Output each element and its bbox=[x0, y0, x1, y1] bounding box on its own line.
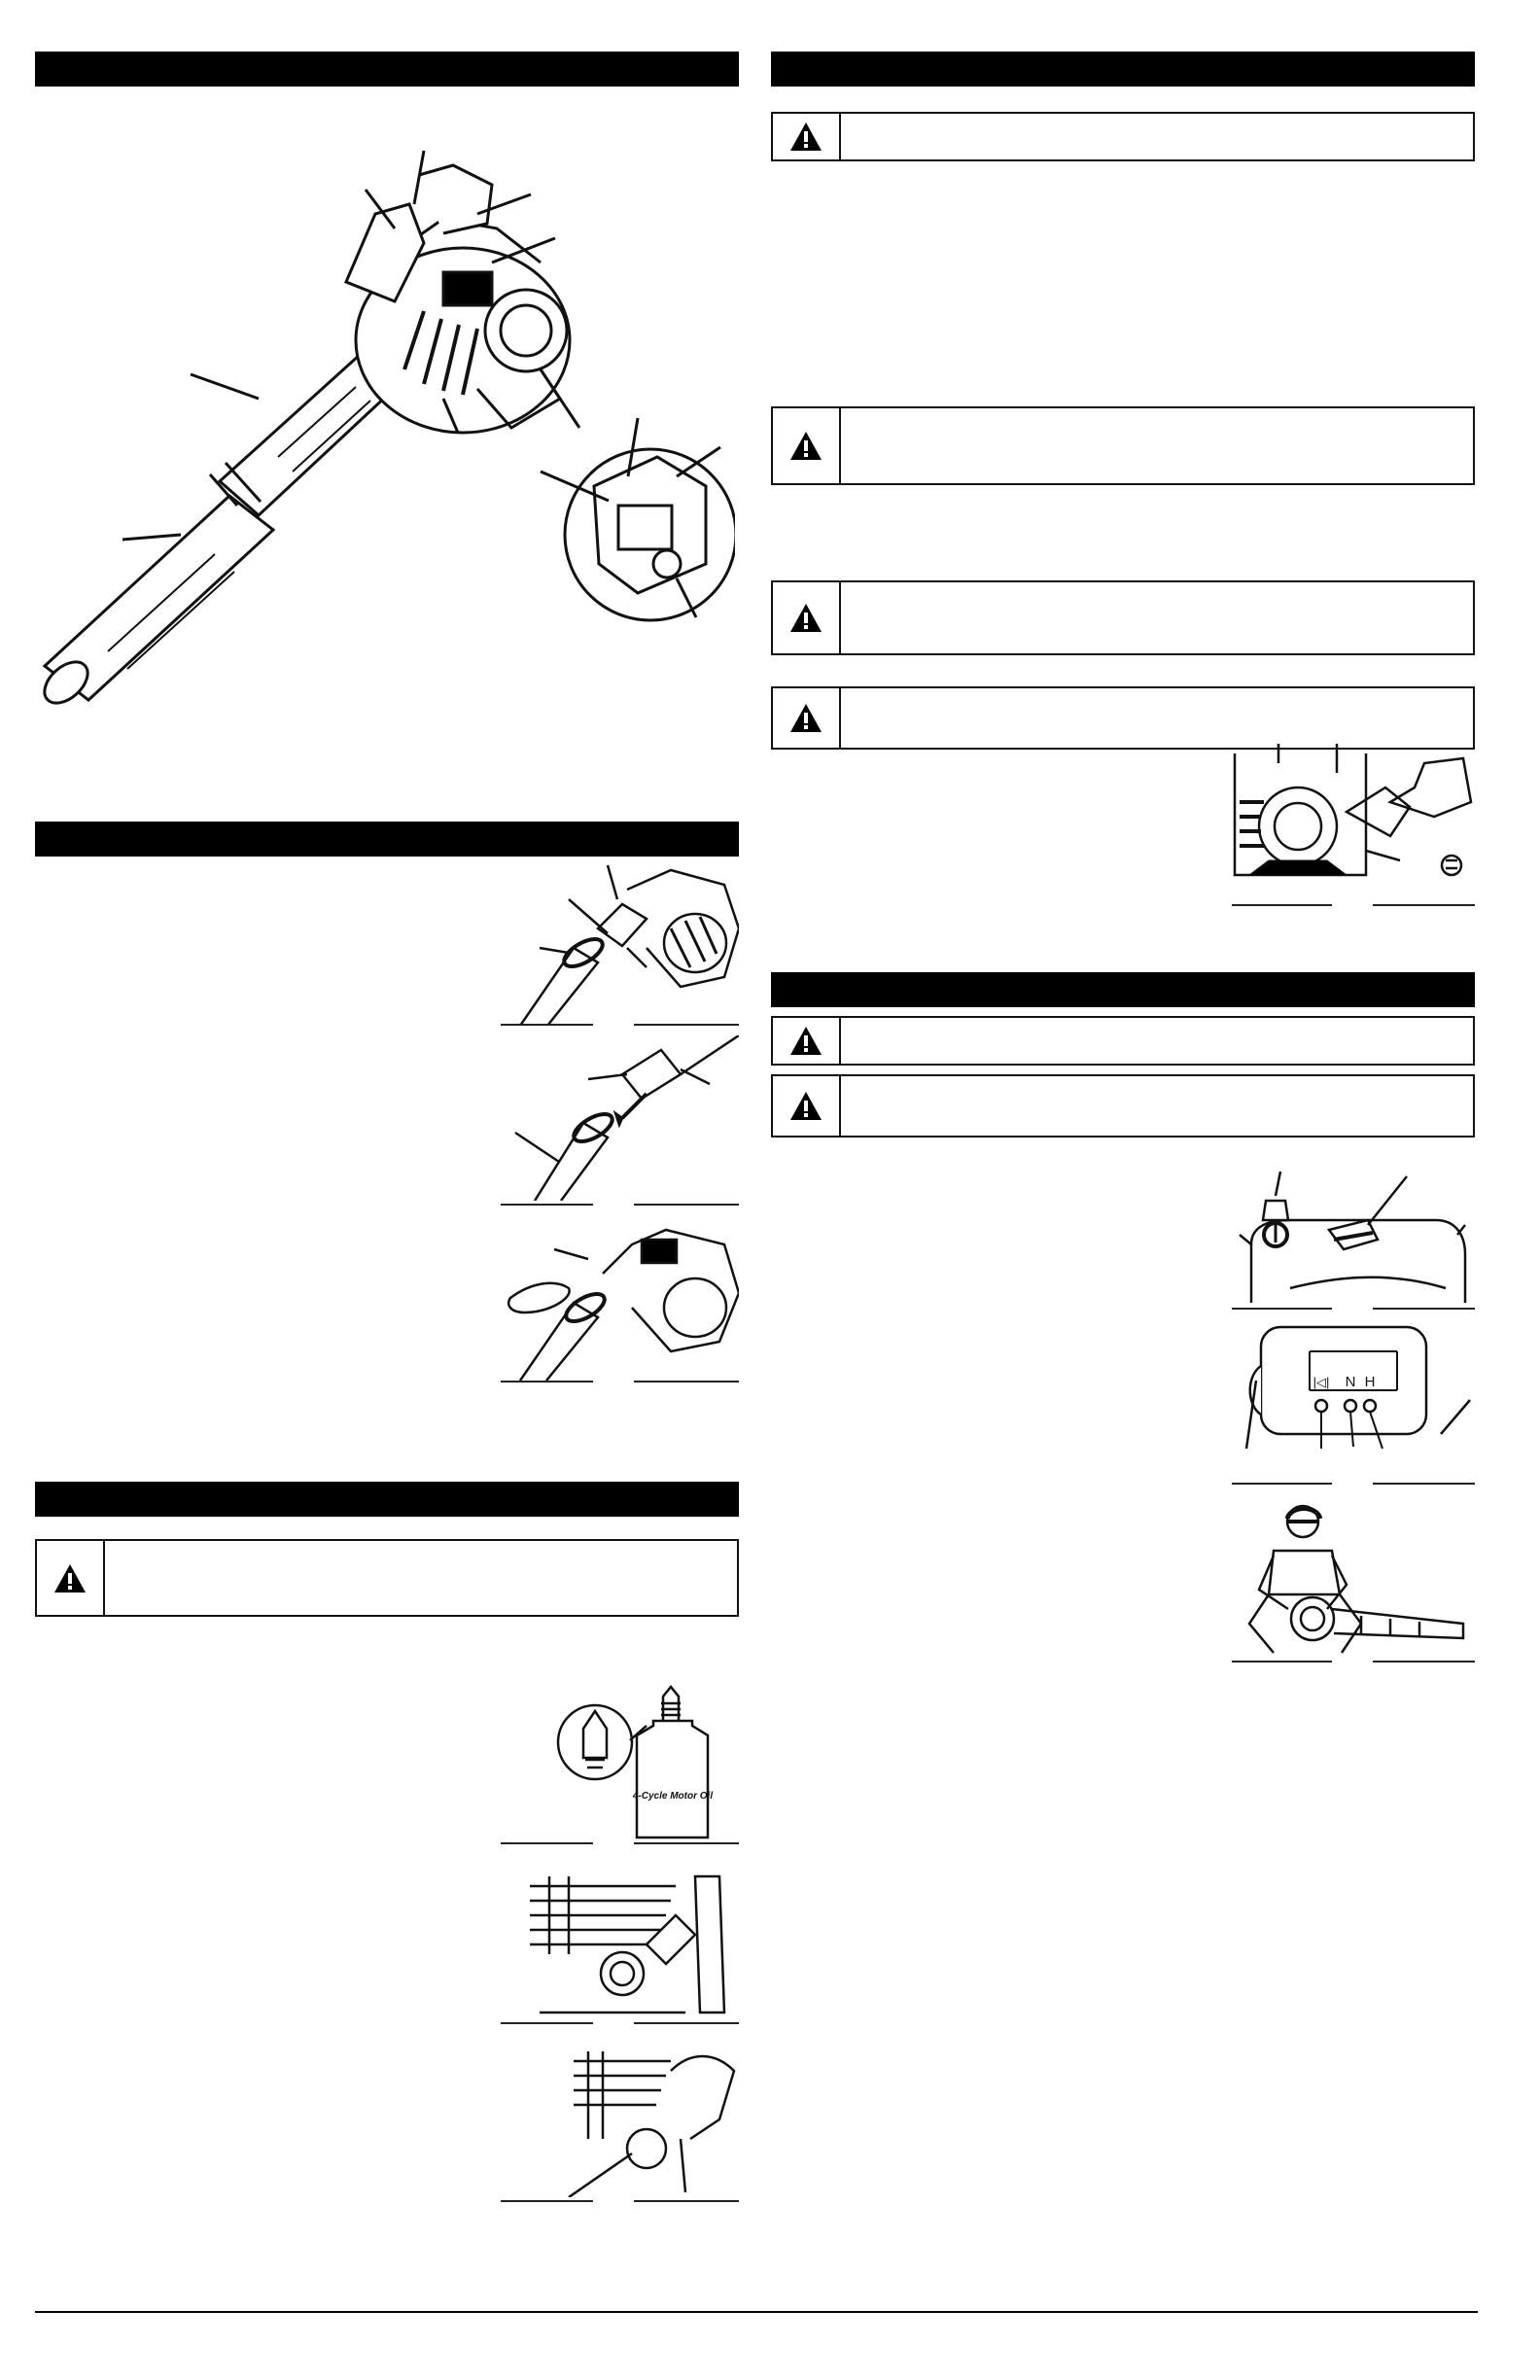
page-footer-rule bbox=[35, 2311, 1478, 2313]
oil-bottle-figure bbox=[544, 1682, 739, 1842]
figure-caption-rule bbox=[501, 1842, 593, 1844]
oil-dipstick-figure bbox=[544, 2032, 739, 2197]
figure-caption-rule bbox=[1373, 904, 1475, 906]
figure-caption-rule bbox=[634, 2200, 739, 2202]
figure-caption-rule bbox=[501, 1204, 593, 1206]
figure-caption-rule bbox=[1232, 904, 1332, 906]
warning-triangle-icon bbox=[37, 1541, 105, 1615]
choke-label-h: H bbox=[1364, 1374, 1376, 1390]
warning-triangle-icon bbox=[773, 1076, 841, 1136]
figure-caption-rule bbox=[1373, 1308, 1475, 1310]
fuel-warning-box bbox=[771, 112, 1475, 161]
identification-header-bar bbox=[35, 52, 739, 87]
blower-overview-illustration bbox=[35, 136, 735, 719]
choke-label-full: |◁| bbox=[1312, 1375, 1330, 1389]
figure-caption-rule bbox=[634, 2022, 739, 2024]
fuel-header-bar bbox=[771, 52, 1475, 87]
operation-warning-box bbox=[771, 1074, 1475, 1138]
oil-bottle-label: 4-Cycle Motor Oil bbox=[632, 1791, 714, 1802]
warning-triangle-icon bbox=[773, 688, 841, 748]
figure-caption-rule bbox=[634, 1381, 739, 1382]
figure-caption-rule bbox=[634, 1024, 739, 1026]
fuel-warning-box bbox=[771, 580, 1475, 655]
warning-triangle-icon bbox=[773, 408, 841, 483]
warning-triangle-icon bbox=[773, 114, 841, 159]
operator-starting-figure bbox=[1244, 1497, 1475, 1662]
figure-caption-rule bbox=[634, 1204, 739, 1206]
figure-caption-rule bbox=[501, 2200, 593, 2202]
figure-caption-rule bbox=[501, 1381, 593, 1382]
assembly-figure-tube-connect bbox=[501, 1035, 739, 1201]
oil-warning-box bbox=[35, 1539, 739, 1617]
assembly-figure-tighten bbox=[496, 1215, 739, 1381]
throttle-switch-figure bbox=[1232, 1167, 1475, 1308]
figure-caption-rule bbox=[1232, 1308, 1332, 1310]
figure-caption-rule bbox=[501, 1024, 593, 1026]
assembly-figure-tube-attach bbox=[501, 860, 739, 1026]
choke-label-n: N bbox=[1345, 1374, 1356, 1390]
warning-triangle-icon bbox=[773, 1018, 841, 1064]
figure-caption-rule bbox=[501, 2022, 593, 2024]
figure-caption-rule bbox=[1232, 1483, 1332, 1485]
figure-caption-rule bbox=[1373, 1661, 1475, 1662]
figure-caption-rule bbox=[1373, 1483, 1475, 1485]
oil-header-bar bbox=[35, 1482, 739, 1517]
fuel-fill-figure bbox=[1220, 744, 1475, 904]
operation-header-bar bbox=[771, 972, 1475, 1007]
fuel-warning-box bbox=[771, 406, 1475, 485]
oil-fill-port-figure bbox=[530, 1857, 739, 2022]
fuel-warning-box bbox=[771, 686, 1475, 750]
assembly-header-bar bbox=[35, 822, 739, 857]
choke-lever-figure bbox=[1232, 1322, 1475, 1483]
figure-caption-rule bbox=[1232, 1661, 1332, 1662]
operation-warning-box bbox=[771, 1016, 1475, 1066]
figure-caption-rule bbox=[634, 1842, 739, 1844]
warning-triangle-icon bbox=[773, 582, 841, 653]
